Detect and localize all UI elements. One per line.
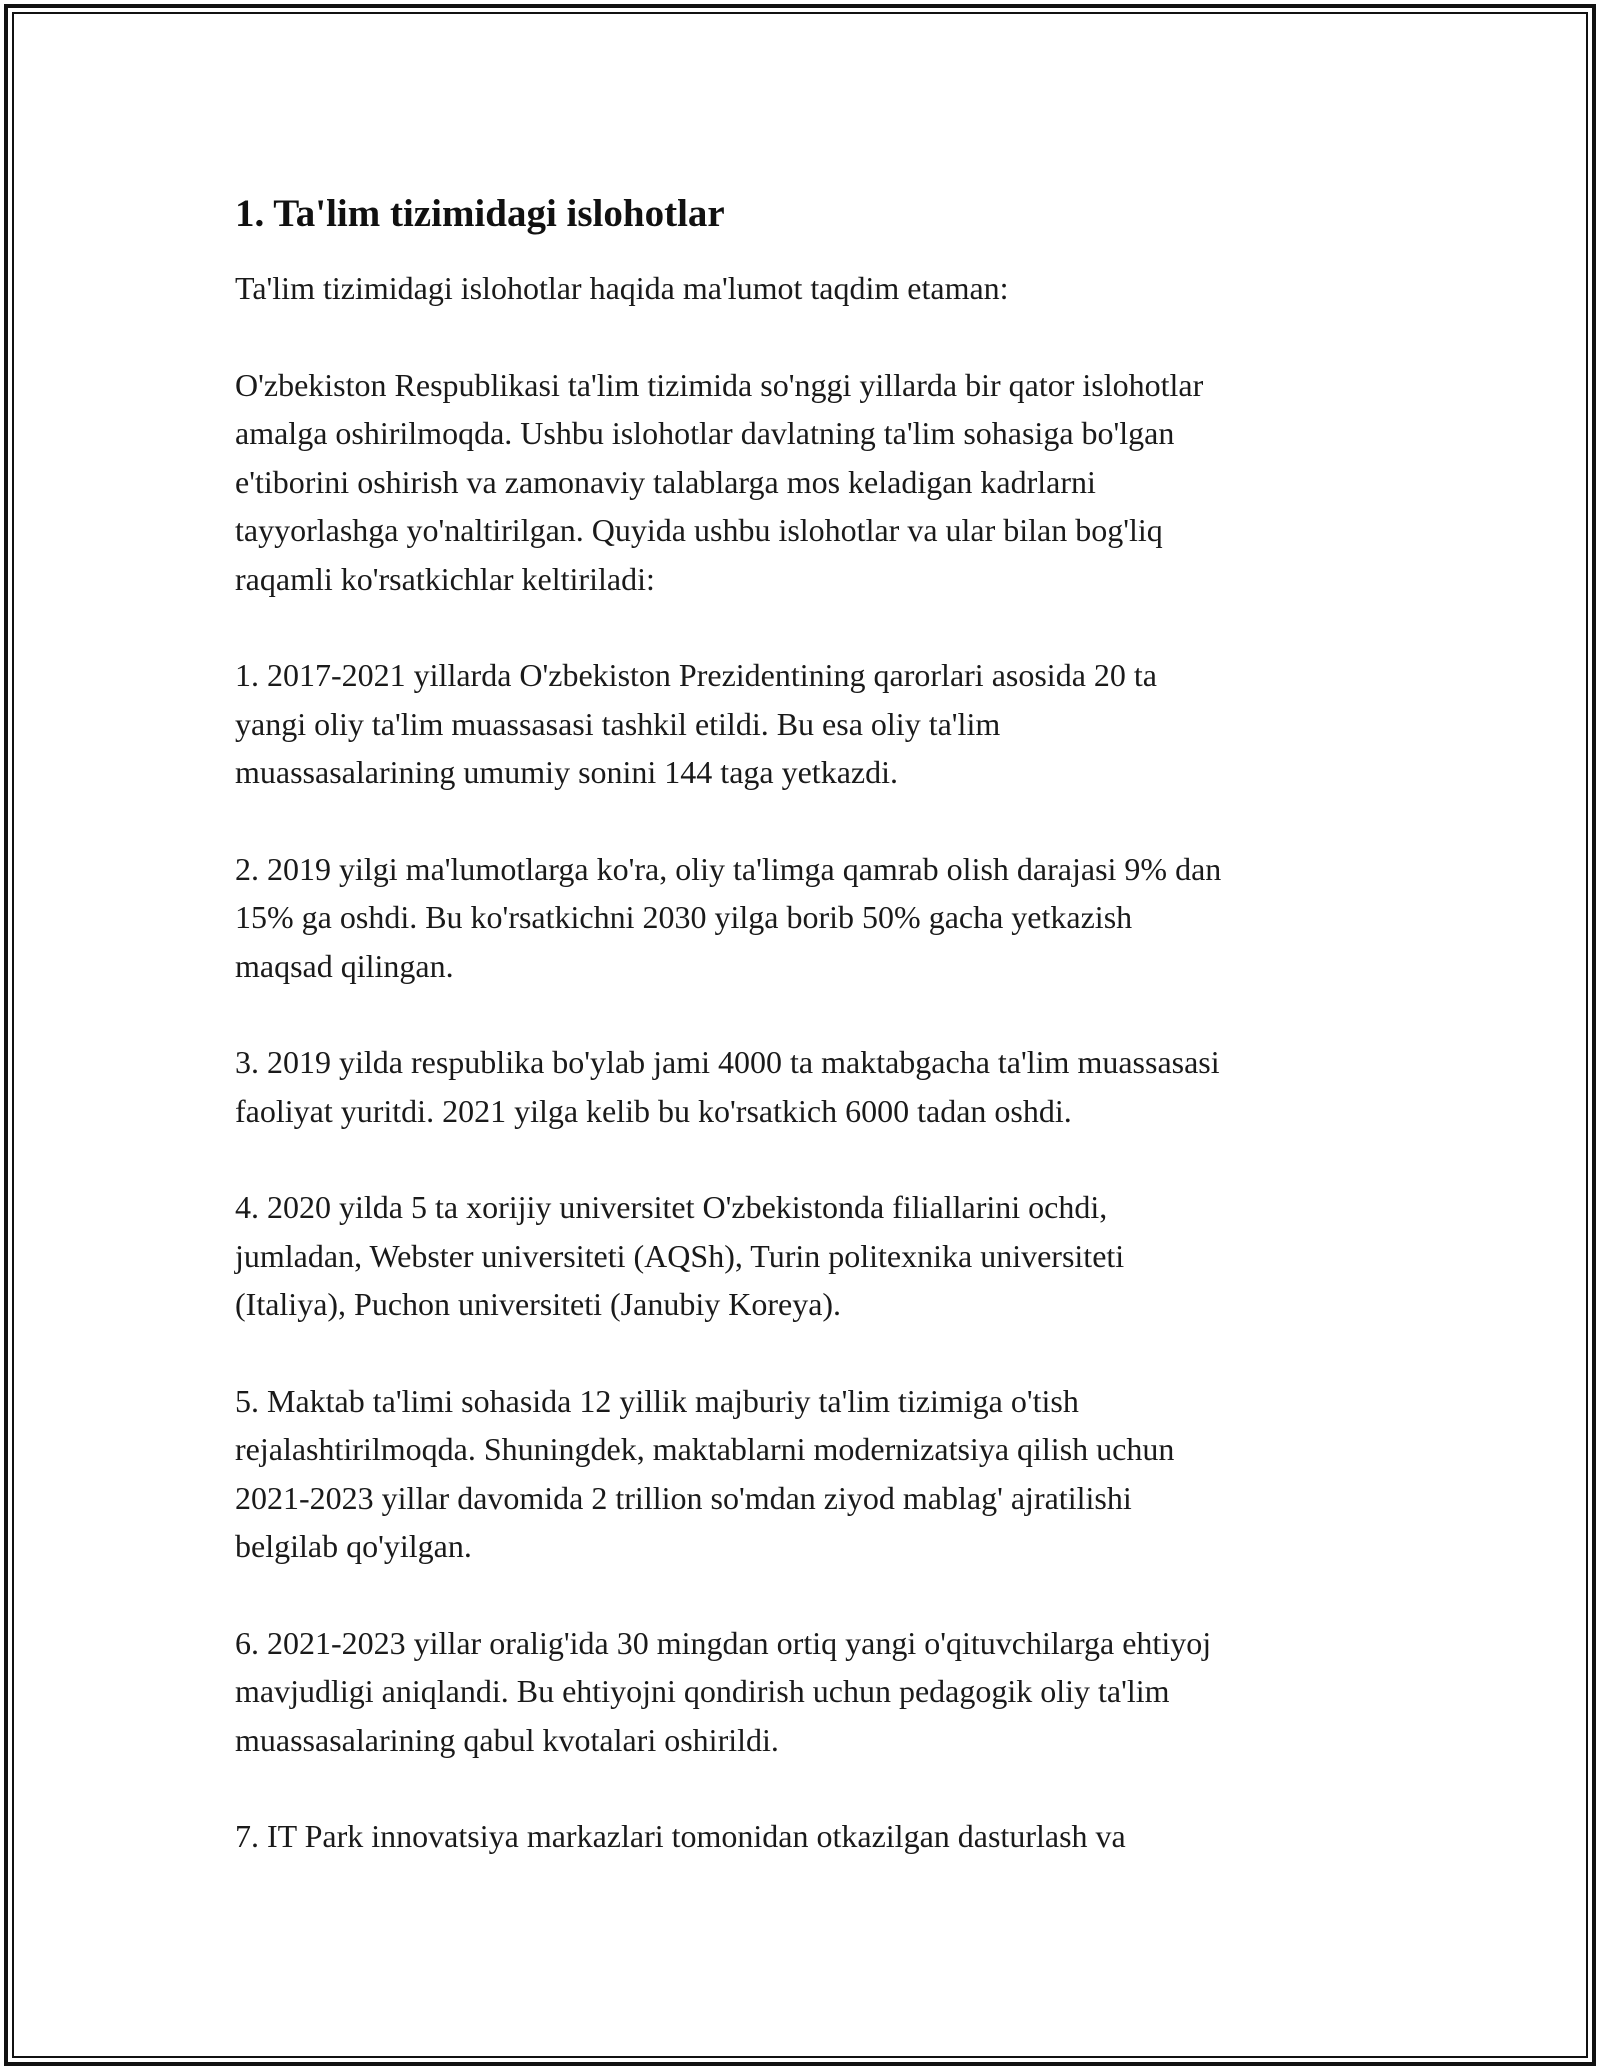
document-body	[235, 190, 1385, 1909]
list-item: 3. 2019 yilda respublika bo'ylab jami 4000 ta maktabgacha ta'lim muassasasi faoliyat yuritdi. 2021 yilga kelib bu ko'rsatkich 6000 tadan oshdi.	[235, 1044, 1220, 1129]
list-item: 5. Maktab ta'limi sohasida 12 yillik majburiy ta'lim tizimiga o'tish rejalashtirilmoqda. Shuningdek, maktablarni modernizatsiya qilish uchun 2021-2023 yillar davomida 2 trillion so'mdan ziyod mablag' ajratilishi belgilab qo'yilgan.	[235, 1382, 1175, 1564]
section-heading: 1. Ta'lim tizimidagi islohotlar	[235, 192, 725, 235]
list-item: 7. IT Park innovatsiya markazlari tomonidan otkazilgan dasturlash va	[235, 1818, 1126, 1854]
intro-paragraph: Ta'lim tizimidagi islohotlar haqida ma'lumot taqdim etaman:	[235, 270, 1009, 306]
list-item: 6. 2021-2023 yillar oralig'ida 30 mingdan ortiq yangi o'qituvchilarga ehtiyoj mavjudligi aniqlandi. Bu ehtiyojni qondirish uchun pedagogik oliy ta'lim muassasalarining qabul kvotalari oshirildi.	[235, 1624, 1212, 1758]
list-item: 4. 2020 yilda 5 ta xorijiy universitet O'zbekistonda filiallarini ochdi, jumladan, Webster universiteti (AQSh), Turin politexnika universiteti (Italiya), Puchon universiteti (Janubiy Koreya).	[235, 1189, 1125, 1322]
list-item: 1. 2017-2021 yillarda O'zbekiston Prezidentining qarorlari asosida 20 ta yangi oliy ta'lim muassasasi tashkil etildi. Bu esa oliy ta'lim muassasalarining umumiy sonini 144 taga yetkazdi.	[235, 657, 1157, 790]
overview-paragraph: O'zbekiston Respublikasi ta'lim tizimida so'nggi yillarda bir qator islohotlar amalga oshirilmoqda. Ushbu islohotlar davlatning ta'lim sohasiga bo'lgan e'tiborini oshirish va zamonaviy talablarga mos keladigan kadrlarni tayyorlashga yo'naltirilgan. Quyida ushbu islohotlar va ular bilan bog'liq raqamli ko'rsatkichlar keltiriladi:	[235, 366, 1204, 597]
list-item: 2. 2019 yilgi ma'lumotlarga ko'ra, oliy ta'limga qamrab olish darajasi 9% dan 15% ga oshdi. Bu ko'rsatkichni 2030 yilga borib 50% gacha yetkazish maqsad qilingan.	[235, 850, 1222, 984]
